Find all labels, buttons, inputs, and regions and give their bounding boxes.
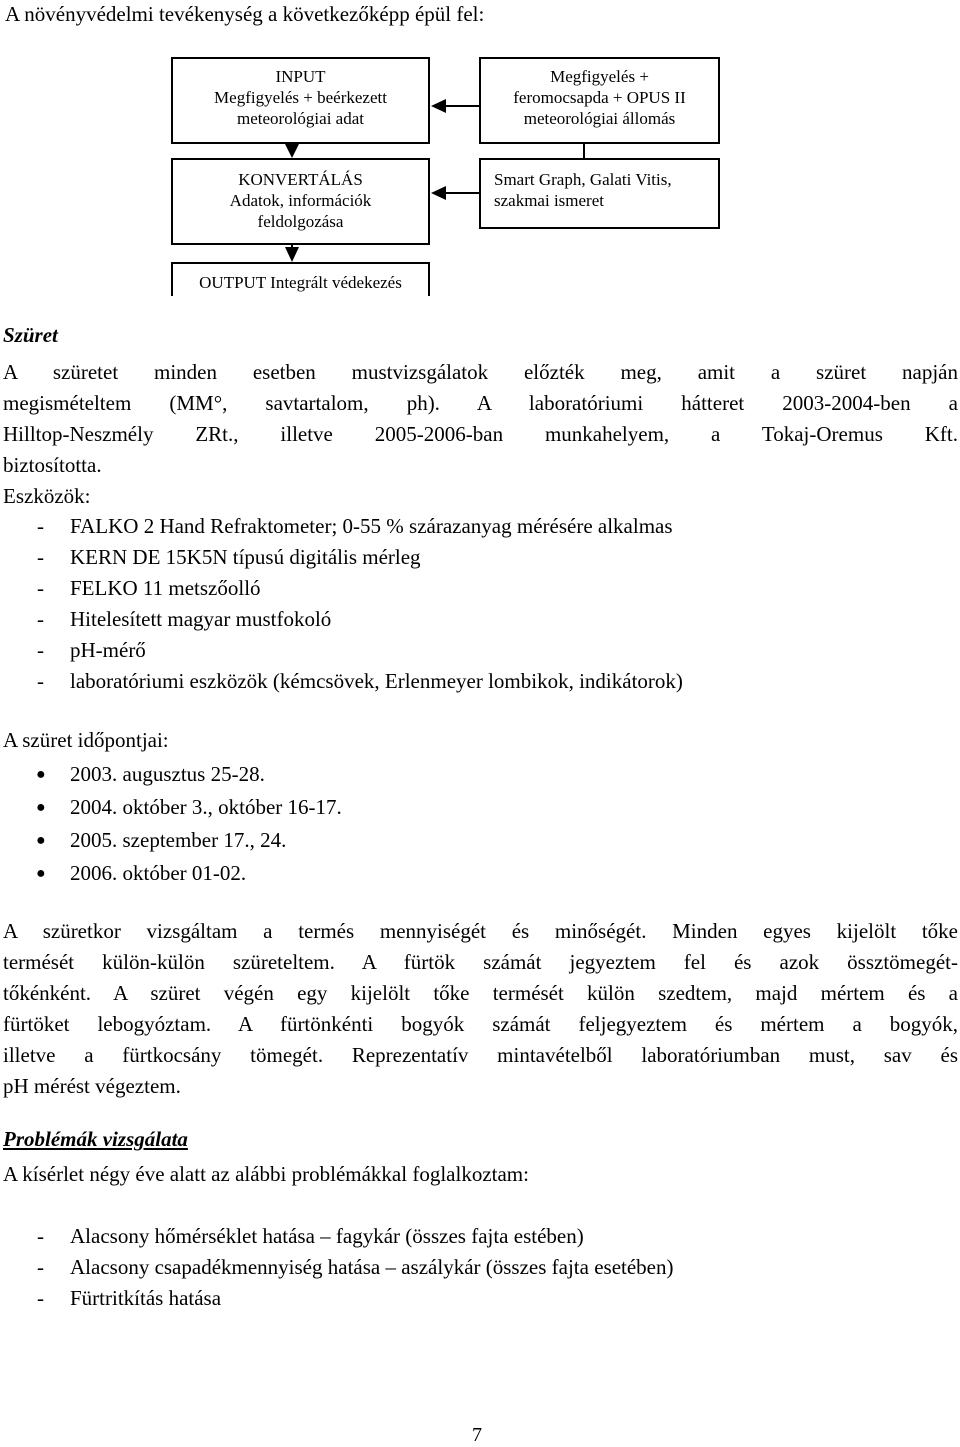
- list-item: [37, 635, 683, 666]
- list-item: [36, 857, 342, 890]
- arrowhead-tools-to-convert: [431, 186, 446, 200]
- szuret-line: megismételtem (MM°, savtartalom, ph). A laboratóriumi hátteret 2003-2004-ben a: [3, 391, 958, 415]
- bullet-icon: ●: [36, 799, 46, 816]
- problem-text: Alacsony hőmérséklet hatása – fagykár (összes fajta estében): [70, 1224, 584, 1248]
- bullet-icon: ●: [36, 865, 46, 882]
- arrowhead-observe-to-input: [431, 99, 446, 113]
- harvest-paragraph-end: [3, 1071, 958, 1102]
- tool-text: pH-mérő: [70, 638, 146, 662]
- observation-box-line: Megfigyelés +: [550, 67, 649, 86]
- szuret-line: A szüretet minden esetben mustvizsgálatok előzték meg, amit a szüret napján: [3, 360, 958, 384]
- observation-box-line: meteorológiai állomás: [523, 109, 676, 128]
- input-box-line: meteorológiai adat: [237, 109, 364, 128]
- list-item: [37, 666, 683, 697]
- problems-heading-text: Problémák vizsgálata: [3, 1127, 188, 1151]
- tools-list: [37, 511, 683, 697]
- conversion-box-line: Adatok, információk: [229, 191, 372, 210]
- list-item: [36, 824, 342, 857]
- list-item: [37, 511, 683, 542]
- szuret-heading: [3, 320, 958, 351]
- szuret-line: Hilltop-Neszmély ZRt., illetve 2005-2006-ban munkahelyem, a Tokaj-Oremus Kft.: [3, 422, 958, 446]
- list-item: [37, 604, 683, 635]
- problems-heading: [3, 1124, 958, 1155]
- problems-list: [37, 1221, 674, 1314]
- date-text: 2006. október 01-02.: [70, 861, 247, 885]
- tool-text: laboratóriumi eszközök (kémcsövek, Erlenmeyer lombikok, indikátorok): [70, 669, 683, 693]
- szuret-heading-text: Szüret: [3, 323, 58, 347]
- tools-label: Eszközök:: [3, 484, 91, 508]
- harvest-line: illetve a fürtkocsány tömegét. Reprezentatív mintavételből laboratóriumban must, sav és: [3, 1043, 958, 1067]
- dash-marker: -: [37, 545, 44, 569]
- tool-text: Hitelesített magyar mustfokoló: [70, 607, 332, 631]
- dates-list: [36, 758, 342, 890]
- harvest-line: pH mérést végeztem.: [3, 1074, 181, 1098]
- harvest-line: A szüretkor vizsgáltam a termés mennyiségét és minőségét. Minden egyes kijelölt tőke: [3, 919, 958, 943]
- tool-text: KERN DE 15K5N típusú digitális mérleg: [70, 545, 421, 569]
- tool-text: FALKO 2 Hand Refraktometer; 0-55 % szárazanyag mérésére alkalmas: [70, 514, 673, 538]
- problems-intro-text: A kísérlet négy éve alatt az alábbi problémákkal foglalkoztam:: [3, 1162, 529, 1186]
- tool-text: FELKO 11 metszőolló: [70, 576, 261, 600]
- dash-marker: -: [37, 1224, 44, 1248]
- conversion-box-line: feldolgozása: [257, 212, 344, 231]
- szuret-paragraph-end: [3, 450, 958, 512]
- flowchart-arrows: [0, 0, 960, 300]
- list-item: [37, 1221, 674, 1252]
- input-box-line: Megfigyelés + beérkezett: [214, 88, 387, 107]
- dash-marker: -: [37, 1286, 44, 1310]
- dash-marker: -: [37, 607, 44, 631]
- problem-text: Alacsony csapadékmennyiség hatása – aszálykár (összes fajta esetében): [70, 1255, 674, 1279]
- output-box-line: OUTPUT Integrált védekezés: [199, 273, 402, 292]
- szuret-paragraph: [3, 357, 958, 450]
- list-item: [37, 542, 683, 573]
- arrowhead-input-to-convert: [285, 144, 299, 158]
- date-text: 2005. szeptember 17., 24.: [70, 828, 287, 852]
- tools-box-line: Smart Graph, Galati Vitis,: [494, 170, 672, 189]
- dates-label: [3, 725, 958, 756]
- dash-marker: -: [37, 638, 44, 662]
- date-text: 2004. október 3., október 16-17.: [70, 795, 342, 819]
- input-box-line: INPUT: [275, 67, 326, 86]
- list-item: [37, 573, 683, 604]
- dates-label-text: A szüret időpontjai:: [3, 728, 169, 752]
- arrowhead-convert-to-output: [285, 247, 299, 262]
- dash-marker: -: [37, 514, 44, 538]
- dash-marker: -: [37, 669, 44, 693]
- conversion-box-line: KONVERTÁLÁS: [238, 170, 363, 189]
- bullet-icon: ●: [36, 832, 46, 849]
- szuret-line: biztosította.: [3, 453, 102, 477]
- harvest-paragraph: [3, 916, 958, 1071]
- tools-box-line: szakmai ismeret: [494, 191, 604, 210]
- list-item: [36, 791, 342, 824]
- page-number: 7: [472, 1424, 482, 1446]
- harvest-line: termését külön-külön szüreteltem. A fürtök számát jegyeztem fel és azok össztömegét-: [3, 950, 958, 974]
- list-item: [36, 758, 342, 791]
- dash-marker: -: [37, 1255, 44, 1279]
- list-item: [37, 1252, 674, 1283]
- harvest-line: fürtöket lebogyóztam. A fürtönkénti bogyók számát feljegyeztem és mértem a bogyók,: [3, 1012, 958, 1036]
- date-text: 2003. augusztus 25-28.: [70, 762, 265, 786]
- problem-text: Fürtritkítás hatása: [70, 1286, 222, 1310]
- harvest-line: tőkénként. A szüret végén egy kijelölt tőke termését külön szedtem, majd mértem és a: [3, 981, 958, 1005]
- problems-intro: [3, 1159, 958, 1190]
- bullet-icon: ●: [36, 766, 46, 783]
- list-item: [37, 1283, 674, 1314]
- dash-marker: -: [37, 576, 44, 600]
- observation-box-line: feromocsapda + OPUS II: [513, 88, 686, 107]
- intro-text: A növényvédelmi tevékenység a következőképp épül fel:: [5, 2, 485, 26]
